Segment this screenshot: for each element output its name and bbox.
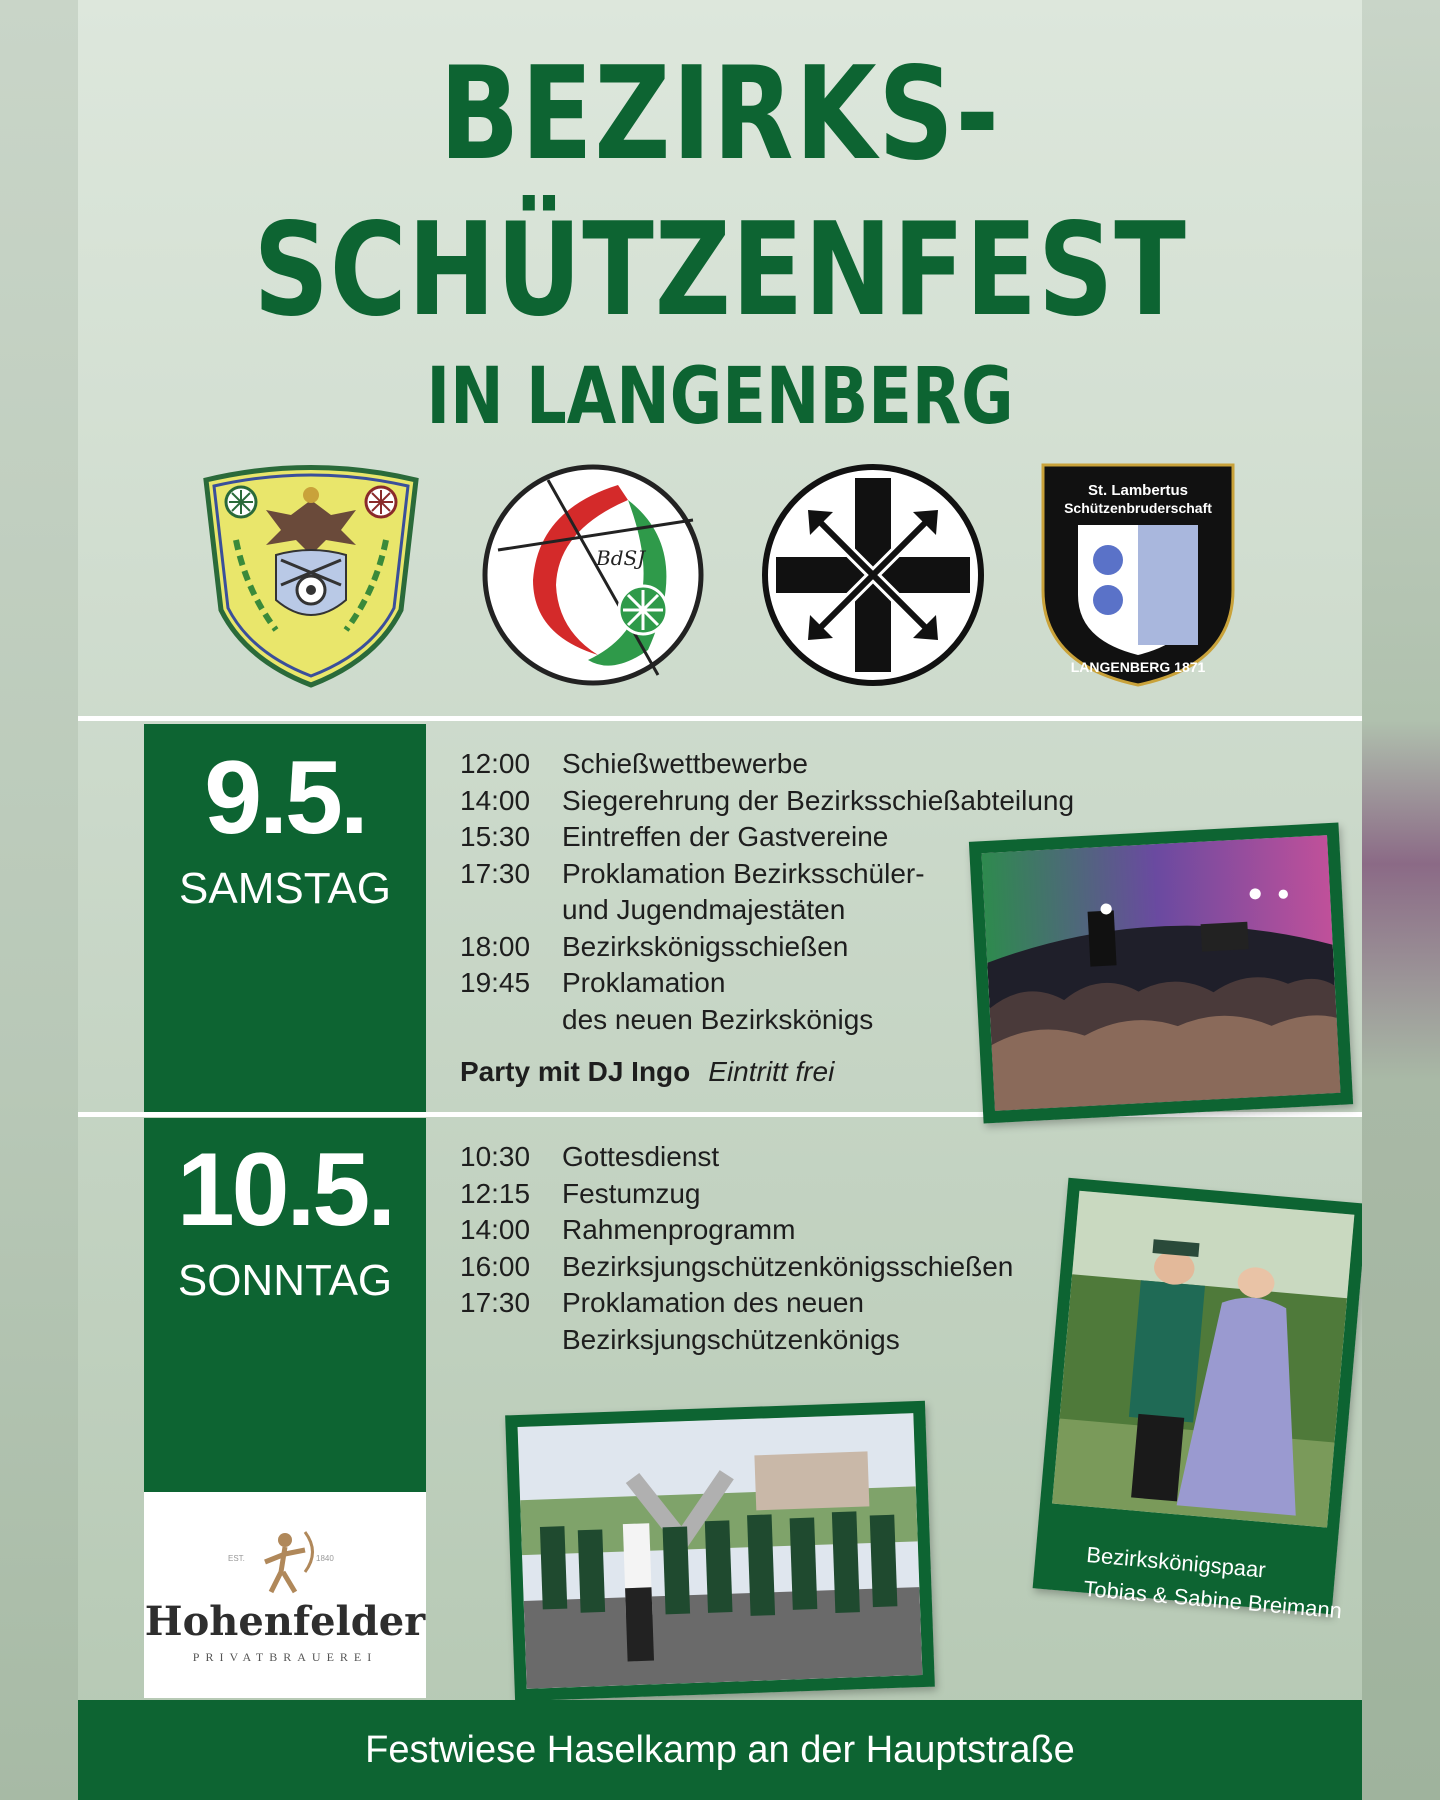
party-text: Party mit DJ Ingo <box>460 1056 691 1087</box>
bdsj-logo <box>478 460 708 690</box>
parade-photo <box>505 1401 935 1701</box>
saturday-day: SAMSTAG <box>179 864 391 913</box>
sunday-day: SONNTAG <box>177 1256 393 1305</box>
title-line-2: SCHÜTZENFEST <box>253 196 1187 345</box>
event-time: 17:30 <box>460 1287 531 1318</box>
event-text: Schießwettbewerbe <box>562 748 808 779</box>
event-time: 16:00 <box>460 1250 531 1282</box>
background-blur-right <box>1362 0 1440 1800</box>
schedule-row <box>460 746 1074 783</box>
saturday-date: 9.5. <box>204 740 366 856</box>
sunday-date: 10.5. <box>176 1132 394 1248</box>
event-time <box>460 892 562 929</box>
caption-line-2: Tobias & Sabine Breimann <box>1082 1575 1343 1624</box>
event-text: Siegerehrung der Bezirksschießabteilung <box>562 784 1075 816</box>
party-tent-photo <box>969 823 1353 1124</box>
title-line-1: BEZIRKS- <box>439 40 1001 189</box>
bezirksverband-crest-logo <box>196 460 426 690</box>
sunday-date-box <box>144 1118 426 1492</box>
event-time: 17:30 <box>460 857 531 889</box>
caption-line-1: Bezirkskönigspaar <box>1085 1541 1267 1583</box>
est-left: EST. <box>228 1554 245 1563</box>
brewery-sub: PRIVATBRAUEREI <box>192 1650 378 1664</box>
event-text: Bezirksjungschützenkönigsschießen <box>562 1250 1014 1282</box>
schedule-row <box>460 1176 1013 1213</box>
event-time: 18:00 <box>460 930 531 962</box>
archer-icon <box>245 1522 325 1602</box>
event-text: und Jugendmajestäten <box>562 894 846 925</box>
event-text: Proklamation des neuen <box>562 1287 864 1318</box>
schedule-row <box>460 1249 1013 1286</box>
schedule-row <box>460 1285 1013 1322</box>
title-line-3: IN LANGENBERG <box>426 352 1014 442</box>
entry-text: Eintritt frei <box>708 1056 835 1087</box>
arrow-cross-logo <box>758 460 988 690</box>
schedule-row <box>460 1322 1013 1359</box>
brewery-name: Hohenfelder <box>144 1598 426 1645</box>
bdsj-mark: BdSJ <box>596 546 646 570</box>
schedule-row <box>460 1139 1013 1176</box>
event-text: Rahmenprogramm <box>562 1214 796 1245</box>
event-time: 12:00 <box>460 748 531 779</box>
schedule-row <box>460 1212 1013 1249</box>
event-time: 10:30 <box>460 1141 531 1172</box>
event-text: Festumzug <box>562 1177 701 1209</box>
st-lambertus-shield-logo <box>1038 460 1238 690</box>
event-text: Bezirkskönigsschießen <box>562 930 849 962</box>
est-right: 1840 <box>316 1554 334 1563</box>
event-time <box>460 1322 562 1359</box>
hohenfelder-sponsor-logo <box>144 1492 426 1698</box>
lambertus-ring: LANGENBERG 1871 <box>1070 659 1206 675</box>
sunday-schedule <box>460 1139 1013 1358</box>
saturday-date-box <box>144 724 426 1112</box>
event-poster <box>78 0 1362 1800</box>
event-text: Gottesdienst <box>562 1141 720 1172</box>
event-text: Bezirksjungschützenkönigs <box>562 1323 900 1355</box>
flower-icon <box>1093 585 1123 615</box>
schedule-row <box>460 783 1074 820</box>
event-time: 19:45 <box>460 967 531 998</box>
flower-icon <box>1093 545 1123 575</box>
lambertus-title: St. Lambertus <box>1087 482 1189 499</box>
lambertus-subtitle: Schützenbruderschaft <box>1064 500 1212 516</box>
event-text: Proklamation <box>562 967 726 998</box>
divider-top <box>78 716 1362 721</box>
location-footer: Festwiese Haselkamp an der Hauptstraße <box>78 1700 1362 1800</box>
event-time: 14:00 <box>460 784 531 816</box>
event-time <box>460 1002 562 1039</box>
event-time: 12:15 <box>460 1177 531 1209</box>
event-time: 15:30 <box>460 821 531 852</box>
event-text: Eintreffen der Gastvereine <box>562 821 889 852</box>
background-blur-left <box>0 0 78 1800</box>
event-text: Proklamation Bezirksschüler- <box>562 857 925 889</box>
event-time: 14:00 <box>460 1214 531 1245</box>
event-text: des neuen Bezirkskönigs <box>562 1003 874 1035</box>
